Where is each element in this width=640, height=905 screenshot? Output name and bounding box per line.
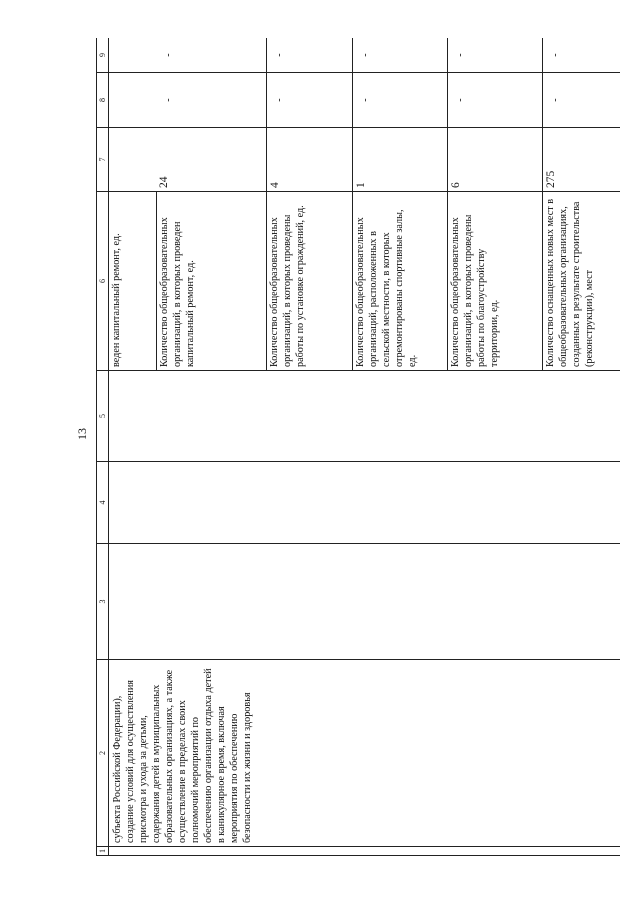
col1-cell (109, 847, 621, 856)
event-description-cell: субъекта Российской Федерации), создание условий для осуществления присмотра и ухода за детьми, содержания детей в муниципальных образовательных организациях, а также осуществление в пределах своих полномочий мероприятий по обеспечению организации отдыха детей в каникулярное время, включая мероприятия по обеспечению безопасности их жизни и здоровья (109, 660, 621, 847)
indicator-cell: Количество общеобразовательных организаций, в которых проведен капитальный ремонт, ед. (156, 192, 267, 371)
header-cell-9: 9 (97, 38, 109, 73)
header-cell-7: 7 (97, 128, 109, 192)
col9-cell: - (156, 38, 267, 73)
program-table (96, 38, 620, 856)
value-cell: 4 (267, 128, 353, 192)
indicator-cell: Количество общеобразовательных организаций, в которых проведены работы по благоустройству территории, ед. (448, 192, 543, 371)
col8-cell: - (156, 73, 267, 128)
indicator-cell: Количество общеобразовательных организаций, расположенных в сельской местности, в которых отремонтированы спортивные залы, ед. (353, 192, 448, 371)
value-cell: 275 (543, 128, 621, 192)
rotated-page-frame (96, 38, 620, 856)
col9-cell: - (353, 38, 448, 73)
col9-cell: - (448, 38, 543, 73)
col9-cell: - (267, 38, 353, 73)
indicator-cell: Количество оснащенных новых мест в общеобразовательных организациях, созданных в результате строительства (реконструкции), мест (543, 192, 621, 371)
indicator-cell: веден капитальный ремонт, ед. (109, 192, 157, 371)
col8-cell: - (543, 73, 621, 128)
col4-cell (109, 462, 621, 544)
value-cell: 24 (156, 128, 267, 192)
header-cell-8: 8 (97, 73, 109, 128)
header-row (97, 38, 109, 856)
col9-cell (109, 38, 157, 73)
header-cell-3: 3 (97, 544, 109, 660)
header-cell-5: 5 (97, 371, 109, 462)
col9-cell: - (543, 38, 621, 73)
header-cell-1: 1 (97, 847, 109, 856)
col8-cell: - (353, 73, 448, 128)
header-cell-2: 2 (97, 660, 109, 847)
header-cell-4: 4 (97, 462, 109, 544)
col8-cell (109, 73, 157, 128)
value-cell: 6 (448, 128, 543, 192)
header-cell-6: 6 (97, 192, 109, 371)
table-row (109, 38, 157, 856)
col3-cell (109, 544, 621, 660)
value-cell: 1 (353, 128, 448, 192)
col8-cell: - (448, 73, 543, 128)
page-number: 13 (75, 428, 89, 440)
col5-cell (109, 371, 621, 462)
rotated-table-container (96, 38, 620, 856)
value-cell (109, 128, 157, 192)
indicator-cell: Количество общеобразовательных организаций, в которых проведены работы по установке ограждений, ед. (267, 192, 353, 371)
col8-cell: - (267, 73, 353, 128)
